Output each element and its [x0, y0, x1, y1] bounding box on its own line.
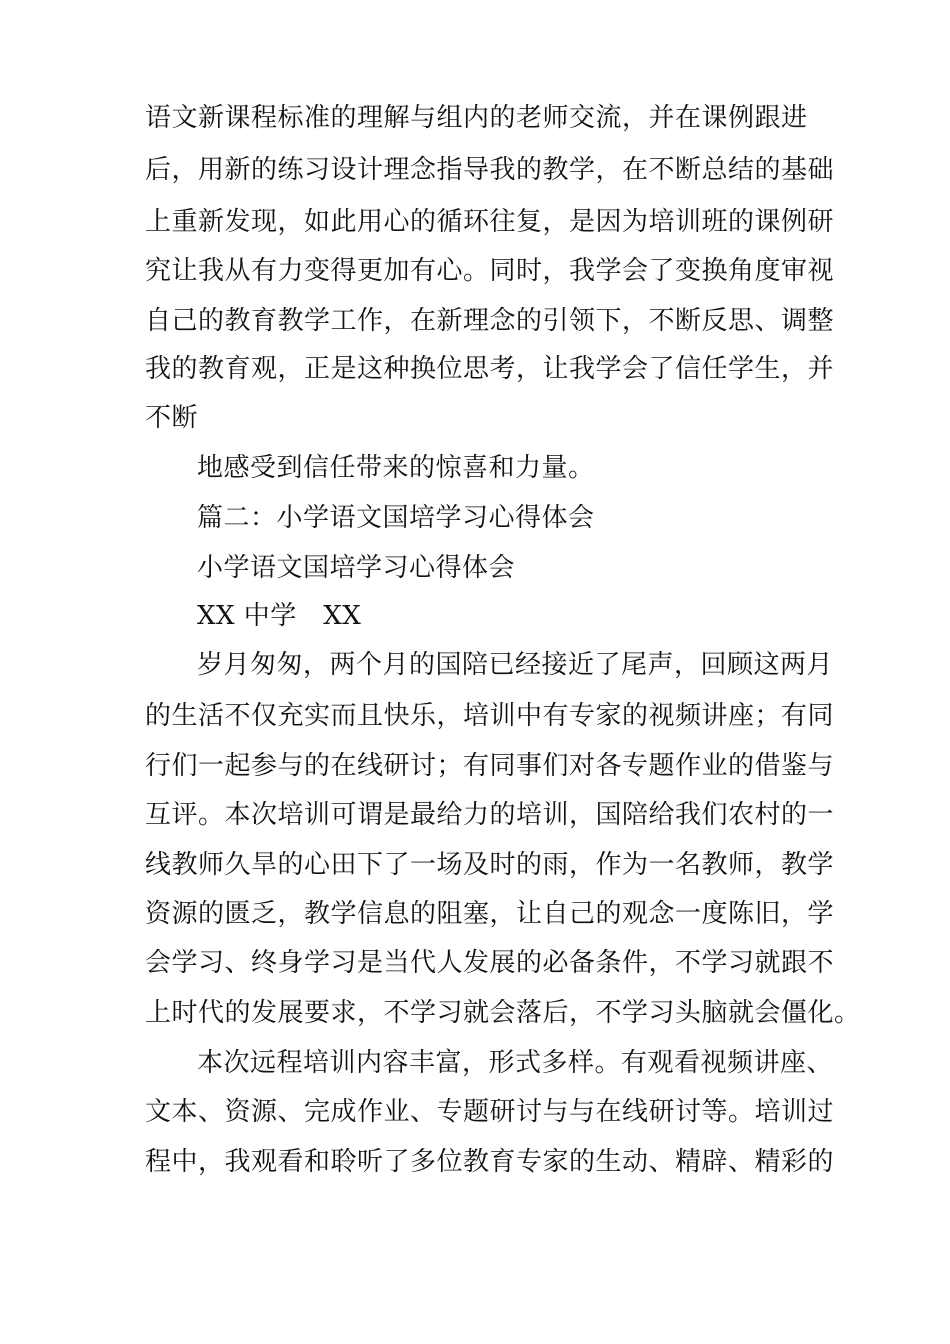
text-line: 本次远程培训内容丰富，形式多样。有观看视频讲座、 [197, 1048, 834, 1078]
text-line: 互评。本次培训可谓是最给力的培训，国陪给我们农村的一 [145, 800, 835, 830]
text-line: 程中，我观看和聆听了多位教育专家的生动、精辟、精彩的 [145, 1147, 835, 1177]
text-line: 究让我从有力变得更加有心。同时，我学会了变换角度审视 [145, 256, 835, 286]
text-line: 线教师久旱的心田下了一场及时的雨，作为一名教师，教学 [145, 850, 835, 880]
text-line: 资源的匮乏，教学信息的阻塞，让自己的观念一度陈旧，学 [145, 899, 835, 929]
text-line: 上重新发现，如此用心的循环往复，是因为培训班的课例研 [145, 207, 835, 237]
text-line: 我的教育观，正是这种换位思考，让我学会了信任学生，并 [145, 354, 835, 384]
article-title: 小学语文国培学习心得体会 [197, 553, 516, 583]
text-line: 会学习、终身学习是当代人发展的必备条件，不学习就跟不 [145, 948, 835, 978]
author-line: XX 中学 XX [197, 601, 362, 631]
section-heading: 篇二：小学语文国培学习心得体会 [197, 503, 595, 533]
text-line: 行们一起参与的在线研讨；有同事们对各专题作业的借鉴与 [145, 751, 835, 781]
text-line: 后，用新的练习设计理念指导我的教学，在不断总结的基础 [145, 155, 835, 185]
text-line: 文本、资源、完成作业、专题研讨与与在线研讨等。培训过 [145, 1097, 835, 1127]
text-line: 的生活不仅充实而且快乐，培训中有专家的视频讲座；有同 [145, 701, 835, 731]
text-line: 上时代的发展要求，不学习就会落后，不学习头脑就会僵化。 [145, 998, 861, 1028]
text-line: 地感受到信任带来的惊喜和力量。 [197, 453, 595, 483]
text-line: 岁月匆匆，两个月的国陪已经接近了尾声，回顾这两月 [197, 650, 834, 680]
text-line: 自己的教育教学工作，在新理念的引领下，不断反思、调整 [145, 306, 835, 336]
text-line: 语文新课程标准的理解与组内的老师交流，并在课例跟进 [145, 103, 808, 133]
text-line: 不断 [145, 403, 199, 433]
